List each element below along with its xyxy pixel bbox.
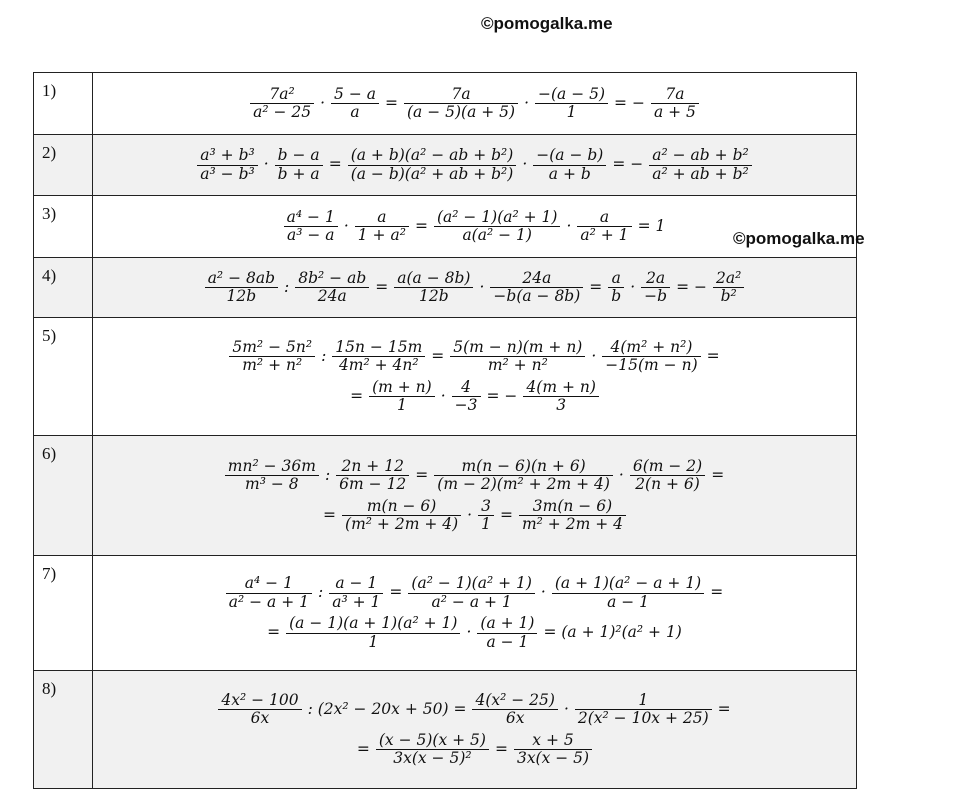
fraction xyxy=(478,498,494,534)
denominator: a² − a + 1 xyxy=(228,592,309,611)
denominator: a³ − b³ xyxy=(200,164,255,183)
denominator: 3 xyxy=(556,396,567,414)
operator: = xyxy=(267,623,281,642)
expression-line xyxy=(93,268,856,308)
solution-row xyxy=(34,671,857,789)
numerator: a − 1 xyxy=(329,575,383,594)
fraction xyxy=(452,379,481,415)
row-number: 3) xyxy=(34,196,93,258)
numerator: (a² − 1)(a² + 1) xyxy=(408,575,535,594)
denominator: 12b xyxy=(419,287,449,305)
numerator: a² − 8ab xyxy=(205,270,278,289)
operator: = (a + 1)²(a² + 1) xyxy=(543,623,682,642)
numerator: 4(m² + n²) xyxy=(602,339,700,358)
denominator: 2(n + 6) xyxy=(635,475,700,493)
numerator: a⁴ − 1 xyxy=(284,209,338,228)
numerator: a(a − 8b) xyxy=(394,270,473,289)
numerator: (a + 1) xyxy=(477,615,537,634)
numerator: m(n − 6) xyxy=(342,498,461,517)
numerator: 4 xyxy=(452,379,481,398)
row-number: 8) xyxy=(34,671,93,789)
operator: · xyxy=(343,216,349,235)
fraction xyxy=(575,692,712,728)
row-number: 1) xyxy=(34,73,93,135)
denominator: b² xyxy=(720,287,737,305)
operator: = xyxy=(494,739,508,758)
row-number: 7) xyxy=(34,556,93,671)
solution-row xyxy=(34,73,857,135)
row-expression xyxy=(93,258,857,318)
fraction xyxy=(205,270,278,306)
operator: = xyxy=(414,216,428,235)
operator: = xyxy=(717,699,731,718)
operator: = xyxy=(356,739,370,758)
denominator: 24a xyxy=(317,287,347,305)
numerator: 5m² − 5n² xyxy=(229,339,315,358)
fraction xyxy=(472,692,557,728)
fraction xyxy=(523,379,598,415)
denominator: 3x(x − 5)² xyxy=(393,749,472,767)
fraction xyxy=(229,339,315,375)
operator: · xyxy=(522,155,528,174)
operator: · xyxy=(563,699,569,718)
numerator: 24a xyxy=(490,270,583,289)
numerator: 2a xyxy=(641,270,670,289)
expression-line xyxy=(93,730,856,770)
fraction xyxy=(641,270,670,306)
denominator: (a − 5)(a + 5) xyxy=(407,103,516,121)
denominator: 4m² + 4n² xyxy=(338,356,419,374)
fraction xyxy=(535,86,608,122)
numerator: a³ + b³ xyxy=(197,147,257,166)
row-expression xyxy=(93,318,857,436)
denominator: 2(x² − 10x + 25) xyxy=(577,709,709,727)
denominator: −3 xyxy=(454,396,478,414)
numerator: (x − 5)(x + 5) xyxy=(376,732,489,751)
fraction xyxy=(336,458,409,494)
fraction xyxy=(630,458,705,494)
operator: · xyxy=(524,93,530,112)
numerator: a xyxy=(577,209,631,228)
denominator: −b xyxy=(644,287,668,305)
operator: · xyxy=(440,386,446,405)
denominator: b + a xyxy=(277,164,320,183)
expression-line xyxy=(93,377,856,417)
operator: : xyxy=(321,346,327,365)
numerator: 4(m + n) xyxy=(523,379,598,398)
operator: · xyxy=(591,346,597,365)
operator: = xyxy=(706,346,720,365)
row-number: 4) xyxy=(34,258,93,318)
fraction xyxy=(404,86,518,122)
operator: = − xyxy=(676,277,707,296)
operator: : xyxy=(324,465,331,484)
numerator: 3m(n − 6) xyxy=(519,498,626,517)
expression-line xyxy=(93,145,856,185)
operator: = xyxy=(431,346,445,365)
operator: = xyxy=(415,465,429,484)
fraction xyxy=(225,458,319,494)
numerator: −(a − 5) xyxy=(535,86,608,105)
operator: = xyxy=(499,505,513,524)
operator: = xyxy=(710,583,724,602)
denominator: a³ − a xyxy=(286,226,335,244)
numerator: 2n + 12 xyxy=(336,458,409,477)
row-number: 6) xyxy=(34,436,93,556)
operator: · xyxy=(467,505,473,524)
denominator: 6m − 12 xyxy=(339,475,407,493)
solutions-body xyxy=(34,73,857,789)
operator: = xyxy=(323,505,337,524)
denominator: 1 xyxy=(368,632,379,651)
denominator: b xyxy=(611,287,622,305)
numerator: 4(x² − 25) xyxy=(472,692,557,711)
operator: = xyxy=(389,583,403,602)
expression-line xyxy=(93,690,856,730)
numerator: a⁴ − 1 xyxy=(226,575,312,594)
fraction xyxy=(649,147,751,183)
solution-row xyxy=(34,135,857,196)
numerator: (a − 1)(a + 1)(a² + 1) xyxy=(286,615,460,634)
fraction xyxy=(226,575,312,611)
fraction xyxy=(250,86,314,122)
denominator: 1 xyxy=(396,396,407,414)
fraction xyxy=(197,147,257,183)
fraction xyxy=(284,209,338,245)
denominator: a − 1 xyxy=(486,632,529,651)
denominator: a − 1 xyxy=(607,592,650,611)
denominator: 1 + a² xyxy=(357,226,406,244)
operator: · xyxy=(466,623,472,642)
denominator: a² + ab + b² xyxy=(652,164,749,183)
fraction xyxy=(408,575,535,611)
denominator: a xyxy=(350,103,360,121)
numerator: 7a xyxy=(404,86,518,105)
operator: · xyxy=(479,277,485,296)
denominator: (m − 2)(m² + 2m + 4) xyxy=(437,475,610,493)
operator: · xyxy=(566,216,572,235)
fraction xyxy=(450,339,585,375)
denominator: 6x xyxy=(505,709,525,727)
denominator: a³ + 1 xyxy=(332,592,381,611)
numerator: 4x² − 100 xyxy=(218,692,301,711)
watermark-middle: ©pomogalka.me xyxy=(733,229,865,248)
operator: = xyxy=(711,465,725,484)
denominator: a + b xyxy=(548,164,591,183)
denominator: m² + 2m + 4 xyxy=(521,515,623,533)
numerator: 15n − 15m xyxy=(332,339,425,358)
fraction xyxy=(342,498,461,534)
fraction xyxy=(608,270,624,306)
fraction xyxy=(577,209,631,245)
numerator: 1 xyxy=(575,692,712,711)
denominator: a + 5 xyxy=(653,103,696,121)
fraction xyxy=(329,575,383,611)
operator: = xyxy=(385,93,398,112)
watermark-top: ©pomogalka.me xyxy=(481,14,613,33)
operator: = − xyxy=(614,93,645,112)
denominator: m² + n² xyxy=(487,356,548,374)
operator: : xyxy=(284,277,290,296)
fraction xyxy=(651,86,699,122)
numerator: (a + 1)(a² − a + 1) xyxy=(552,575,704,594)
row-expression xyxy=(93,135,857,196)
operator: = xyxy=(328,155,342,174)
operator: · xyxy=(618,465,624,484)
denominator: 3x(x − 5) xyxy=(516,749,590,767)
numerator: a xyxy=(355,209,409,228)
denominator: 1 xyxy=(566,103,577,121)
solution-row xyxy=(34,436,857,556)
numerator: 7a xyxy=(651,86,699,105)
operator: = − xyxy=(486,386,518,405)
operator: : xyxy=(318,583,324,602)
numerator: 2a² xyxy=(713,270,744,289)
denominator: 1 xyxy=(481,515,491,533)
fraction xyxy=(477,615,537,651)
expression-line xyxy=(93,573,856,613)
operator: · xyxy=(540,583,546,602)
fraction xyxy=(533,147,606,183)
solutions-table xyxy=(33,72,857,789)
numerator: 3 xyxy=(478,498,494,517)
fraction xyxy=(394,270,473,306)
numerator: 8b² − ab xyxy=(295,270,369,289)
operator: = 1 xyxy=(637,216,666,235)
numerator: (m + n) xyxy=(369,379,435,398)
fraction xyxy=(355,209,409,245)
denominator: a² + 1 xyxy=(580,226,629,244)
fraction xyxy=(519,498,626,534)
numerator: 6(m − 2) xyxy=(630,458,705,477)
row-number: 5) xyxy=(34,318,93,436)
denominator: −b(a − 8b) xyxy=(493,287,581,305)
row-expression xyxy=(93,556,857,671)
denominator: a² − a + 1 xyxy=(431,592,512,611)
fraction xyxy=(348,147,517,183)
fraction xyxy=(713,270,744,306)
expression-line xyxy=(93,613,856,653)
fraction xyxy=(369,379,435,415)
numerator: x + 5 xyxy=(514,732,592,751)
operator: = xyxy=(589,277,603,296)
fraction xyxy=(275,147,323,183)
denominator: (a − b)(a² + ab + b²) xyxy=(350,164,514,183)
fraction xyxy=(218,692,301,728)
numerator: 7a² xyxy=(250,86,314,105)
operator: = xyxy=(375,277,389,296)
numerator: m(n − 6)(n + 6) xyxy=(434,458,613,477)
solution-row xyxy=(34,556,857,671)
numerator: a² − ab + b² xyxy=(649,147,751,166)
denominator: a(a² − 1) xyxy=(462,226,532,244)
denominator: (m² + 2m + 4) xyxy=(345,515,459,533)
operator: · xyxy=(630,277,636,296)
operator: : (2x² − 20x + 50) = xyxy=(307,699,467,718)
expression-line xyxy=(93,456,856,496)
fraction xyxy=(602,339,700,375)
expression-line xyxy=(93,337,856,377)
numerator: b − a xyxy=(275,147,323,166)
denominator: a² − 25 xyxy=(253,103,312,121)
expression-line xyxy=(93,496,856,536)
denominator: m³ − 8 xyxy=(245,475,299,493)
row-number: 2) xyxy=(34,135,93,196)
numerator: mn² − 36m xyxy=(225,458,319,477)
row-expression xyxy=(93,436,857,556)
fraction xyxy=(490,270,583,306)
row-expression xyxy=(93,73,857,135)
solution-row xyxy=(34,318,857,436)
solution-row xyxy=(34,258,857,318)
denominator: 12b xyxy=(226,287,257,305)
denominator: m² + n² xyxy=(242,356,303,374)
expression-line xyxy=(93,84,856,124)
numerator: 5 − a xyxy=(331,86,379,105)
numerator: 5(m − n)(m + n) xyxy=(450,339,585,358)
fraction xyxy=(295,270,369,306)
denominator: −15(m − n) xyxy=(605,356,698,374)
fraction xyxy=(332,339,425,375)
fraction xyxy=(434,209,561,245)
fraction xyxy=(286,615,460,651)
denominator: 6x xyxy=(250,709,270,727)
operator: · xyxy=(263,155,269,174)
operator: = − xyxy=(612,155,644,174)
fraction xyxy=(434,458,613,494)
row-expression xyxy=(93,671,857,789)
fraction xyxy=(331,86,379,122)
numerator: −(a − b) xyxy=(533,147,606,166)
numerator: (a² − 1)(a² + 1) xyxy=(434,209,561,228)
numerator: (a + b)(a² − ab + b²) xyxy=(348,147,517,166)
operator: = xyxy=(350,386,364,405)
fraction xyxy=(552,575,704,611)
operator: · xyxy=(320,93,326,112)
numerator: a xyxy=(608,270,624,289)
fraction xyxy=(376,732,489,768)
fraction xyxy=(514,732,592,768)
